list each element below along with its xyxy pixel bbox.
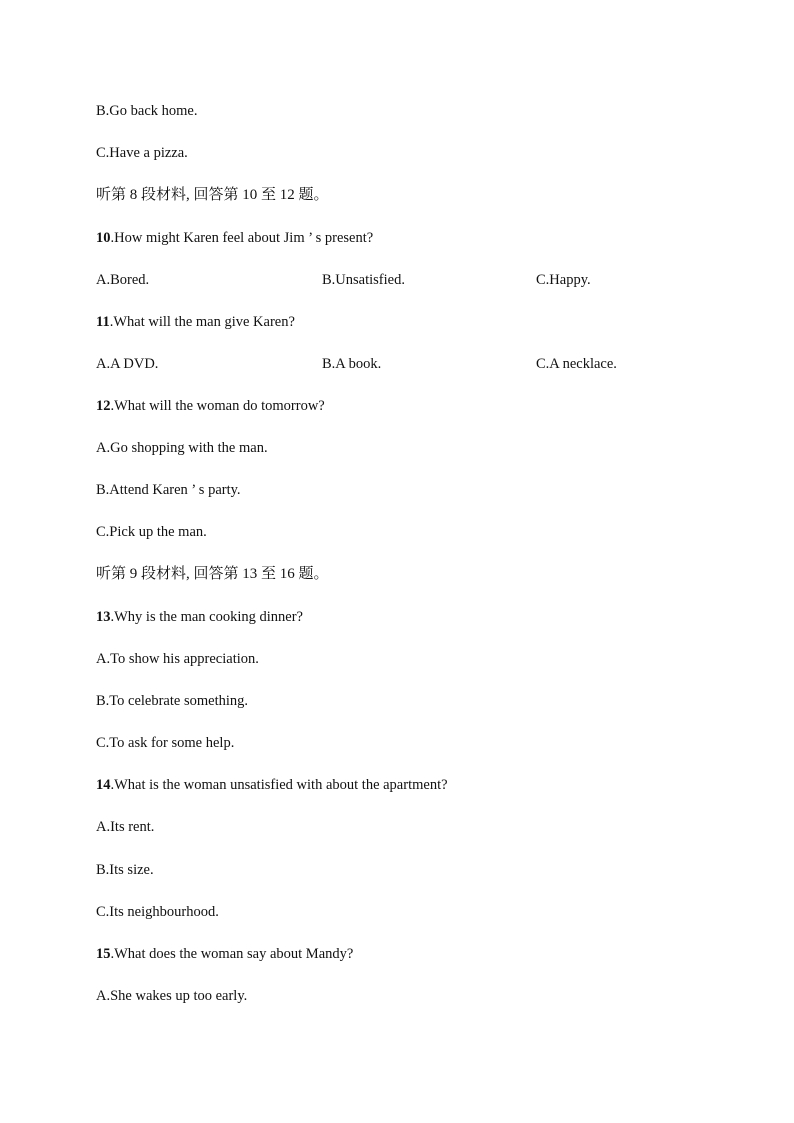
question-number: 13 — [96, 609, 111, 625]
question-text: .What will the woman do tomorrow? — [110, 398, 325, 414]
option-q14-a: A.Its rent. — [96, 819, 155, 835]
option-q9-c: C.Have a pizza. — [96, 145, 188, 161]
section-heading-8: 听第 8 段材料, 回答第 10 至 12 题。 — [96, 187, 329, 203]
section-heading-9: 听第 9 段材料, 回答第 13 至 16 题。 — [96, 566, 329, 582]
option-q12-a: A.Go shopping with the man. — [96, 440, 268, 456]
option-q15-a: A.She wakes up too early. — [96, 988, 248, 1004]
question-15 — [96, 944, 353, 964]
option-q11-c: C.A necklace. — [536, 356, 617, 372]
option-q9-b: B.Go back home. — [96, 103, 198, 119]
question-12 — [96, 396, 325, 416]
question-text: .How might Karen feel about Jim ’ s present? — [110, 230, 374, 246]
option-q13-c: C.To ask for some help. — [96, 735, 235, 751]
option-q10-a: A.Bored. — [96, 272, 150, 288]
question-number: 12 — [96, 398, 111, 414]
option-q12-b: B.Attend Karen ’ s party. — [96, 482, 241, 498]
option-q11-a: A.A DVD. — [96, 356, 159, 372]
question-14 — [96, 775, 448, 795]
question-number: 14 — [96, 777, 111, 793]
question-11 — [96, 312, 295, 332]
question-text: .Why is the man cooking dinner? — [110, 609, 303, 625]
question-number: 11 — [96, 314, 110, 330]
option-q10-b: B.Unsatisfied. — [322, 272, 405, 288]
option-q13-a: A.To show his appreciation. — [96, 651, 259, 667]
option-q13-b: B.To celebrate something. — [96, 693, 248, 709]
question-13 — [96, 607, 303, 627]
option-q14-b: B.Its size. — [96, 862, 154, 878]
question-number: 15 — [96, 946, 111, 962]
option-q10-c: C.Happy. — [536, 272, 591, 288]
option-q14-c: C.Its neighbourhood. — [96, 904, 219, 920]
question-text: .What will the man give Karen? — [109, 314, 295, 330]
option-q11-b: B.A book. — [322, 356, 382, 372]
question-number: 10 — [96, 230, 111, 246]
question-text: .What is the woman unsatisfied with about the apartment? — [110, 777, 448, 793]
question-10 — [96, 228, 373, 248]
option-q12-c: C.Pick up the man. — [96, 524, 207, 540]
question-text: .What does the woman say about Mandy? — [110, 946, 354, 962]
